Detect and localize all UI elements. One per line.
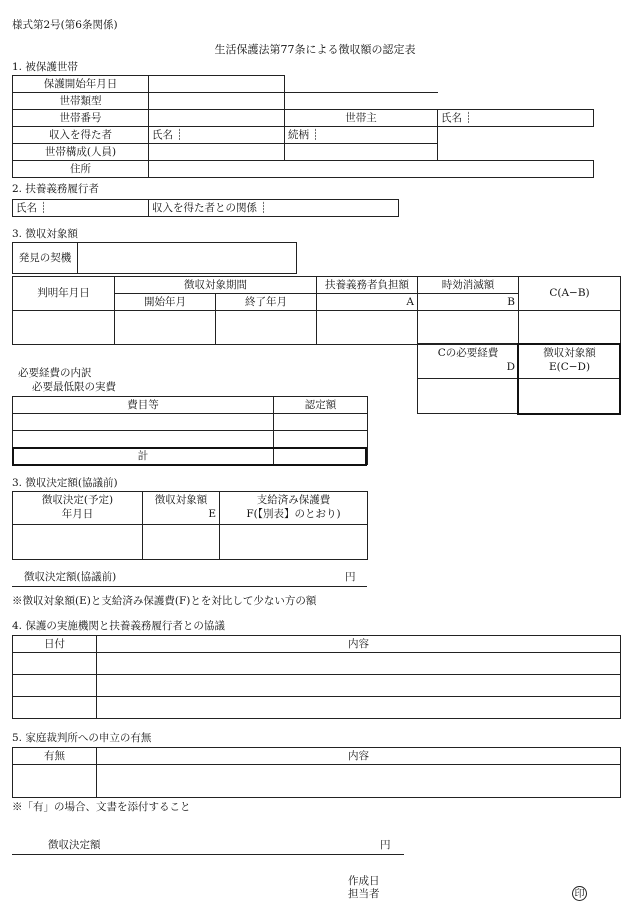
household-type-label: 世帯類型 xyxy=(13,93,149,110)
expired-key: B xyxy=(418,294,519,311)
seal-mark: 印 xyxy=(572,886,587,901)
form-title: 生活保護法第77条による徴収額の認定表 xyxy=(214,43,416,56)
final-amount-underline xyxy=(12,854,404,855)
members-value xyxy=(149,144,285,161)
consultation-date-header: 日付 xyxy=(13,636,97,653)
supporter-table xyxy=(12,199,399,217)
dotted-divider: ┊ xyxy=(40,201,47,214)
court-note: ※「有」の場合、文書を添付すること xyxy=(12,801,191,813)
c-label: C(A−B) xyxy=(519,277,621,311)
d-label: Cの必要経費 xyxy=(437,347,499,360)
e-key: E(C−D) xyxy=(548,361,591,373)
section-1-heading: 1. 被保護世帯 xyxy=(12,61,78,73)
decision-target-key: E xyxy=(208,508,216,520)
household-head-label: 世帯主 xyxy=(285,110,438,127)
burden-value xyxy=(317,311,418,345)
pre-decision-underline xyxy=(12,586,367,587)
address-value xyxy=(149,161,594,178)
item-header: 費目等 xyxy=(13,397,274,414)
pre-decision-amount-label: 徴収決定額(協議前) xyxy=(24,571,117,583)
start-date-label: 保護開始年月日 xyxy=(13,76,149,93)
start-date-value xyxy=(149,76,285,93)
earner-label: 収入を得た者 xyxy=(13,127,149,144)
created-date-label: 作成日 xyxy=(348,875,380,887)
consultation-row-2-content xyxy=(97,675,621,697)
trigger-label: 発見の契機 xyxy=(13,243,78,274)
paid-header xyxy=(220,492,368,525)
decision-target-label: 徴収対象額 xyxy=(154,494,208,507)
expense-row-2-item xyxy=(13,431,274,448)
members-label: 世帯構成(人員) xyxy=(13,144,149,161)
head-name-label: 氏名 xyxy=(441,111,462,124)
court-content-value xyxy=(97,765,621,798)
supporter-name-cell xyxy=(13,200,149,217)
d-value xyxy=(418,379,519,414)
section-2-heading: 2. 扶養義務履行者 xyxy=(12,183,99,195)
expired-value xyxy=(418,311,519,345)
supporter-name-label: 氏名 xyxy=(16,201,37,214)
dotted-divider: ┊ xyxy=(465,111,472,124)
decision-date-header xyxy=(13,492,143,525)
consultation-content-header: 内容 xyxy=(97,636,621,653)
trigger-value xyxy=(78,243,297,274)
form-number: 様式第2号(第6条関係) xyxy=(12,19,118,31)
earner-name-cell xyxy=(149,127,285,144)
d-key: D xyxy=(506,361,515,373)
period-end-label: 終了年月 xyxy=(216,294,317,311)
decision-target-value xyxy=(143,525,220,560)
court-yesno-value xyxy=(13,765,97,798)
household-table xyxy=(12,75,594,178)
dotted-divider: ┊ xyxy=(260,201,267,214)
expense-row-1-item xyxy=(13,414,274,431)
paid-label-2: F(【別表】のとおり) xyxy=(246,508,341,520)
consultation-row-1-date xyxy=(13,653,97,675)
final-amount-yen: 円 xyxy=(380,839,391,851)
decision-date-label: 徴収決定(予定) xyxy=(41,494,114,507)
household-type-value xyxy=(149,93,285,110)
decision-date-label-2: 年月日 xyxy=(61,508,94,520)
paid-value xyxy=(220,525,368,560)
relation-cell xyxy=(285,127,438,144)
members-value-2 xyxy=(285,144,438,161)
court-table xyxy=(12,747,621,798)
burden-label: 扶養義務者負担額 xyxy=(317,277,418,294)
relation-label: 続柄 xyxy=(288,128,309,141)
person-in-charge-label: 担当者 xyxy=(348,888,380,900)
target-amount-table xyxy=(12,276,621,345)
earner-name-label: 氏名 xyxy=(152,128,173,141)
household-number-value xyxy=(149,110,285,127)
burden-key: A xyxy=(317,294,418,311)
found-date-value xyxy=(13,311,115,345)
consultation-row-3-date xyxy=(13,697,97,719)
consultation-row-1-content xyxy=(97,653,621,675)
period-start-label: 開始年月 xyxy=(115,294,216,311)
breakdown-label: 必要経費の内訳 xyxy=(18,367,92,379)
head-name-cell xyxy=(438,110,594,127)
dotted-divider: ┊ xyxy=(176,128,183,141)
d-header xyxy=(418,344,519,379)
total-row-border xyxy=(12,447,367,466)
pre-decision-yen: 円 xyxy=(345,571,356,583)
expense-total-label: 計 xyxy=(13,448,274,465)
consultation-table xyxy=(12,635,621,719)
final-amount-label: 徴収決定額 xyxy=(48,839,101,851)
e-label: 徴収対象額 xyxy=(543,347,596,360)
section-decision-heading: 3. 徴収決定額(協議前) xyxy=(12,477,118,489)
approved-header: 認定額 xyxy=(274,397,368,414)
e-highlight-border xyxy=(517,343,621,415)
decision-target-header xyxy=(143,492,220,525)
paid-label: 支給済み保護費 xyxy=(256,494,331,507)
trigger-table xyxy=(12,242,297,274)
expired-label: 時効消滅額 xyxy=(418,277,519,294)
address-label: 住所 xyxy=(13,161,149,178)
expense-row-1-amount xyxy=(274,414,368,431)
consultation-row-2-date xyxy=(13,675,97,697)
period-label: 徴収対象期間 xyxy=(115,277,317,294)
dotted-divider: ┊ xyxy=(312,128,319,141)
consultation-row-3-content xyxy=(97,697,621,719)
c-value xyxy=(519,311,621,345)
section-3-heading: 3. 徴収対象額 xyxy=(12,228,78,240)
decision-table xyxy=(12,491,368,560)
supporter-relation-label: 収入を得た者との関係 xyxy=(152,201,257,214)
period-end-value xyxy=(216,311,317,345)
expense-row-2-amount xyxy=(274,431,368,448)
minimum-label: 必要最低限の実費 xyxy=(32,381,116,393)
court-yesno-header: 有無 xyxy=(13,748,97,765)
supporter-relation-cell xyxy=(149,200,399,217)
section-4-heading: 4. 保護の実施機関と扶養義務履行者との協議 xyxy=(12,620,225,632)
decision-date-value xyxy=(13,525,143,560)
court-content-header: 内容 xyxy=(97,748,621,765)
pre-decision-note: ※徴収対象額(E)と支給済み保護費(F)とを対比して少ない方の額 xyxy=(12,595,317,607)
found-date-label: 判明年月日 xyxy=(13,277,115,311)
household-number-label: 世帯番号 xyxy=(13,110,149,127)
period-start-value xyxy=(115,311,216,345)
section-5-heading: 5. 家庭裁判所への申立の有無 xyxy=(12,732,152,744)
